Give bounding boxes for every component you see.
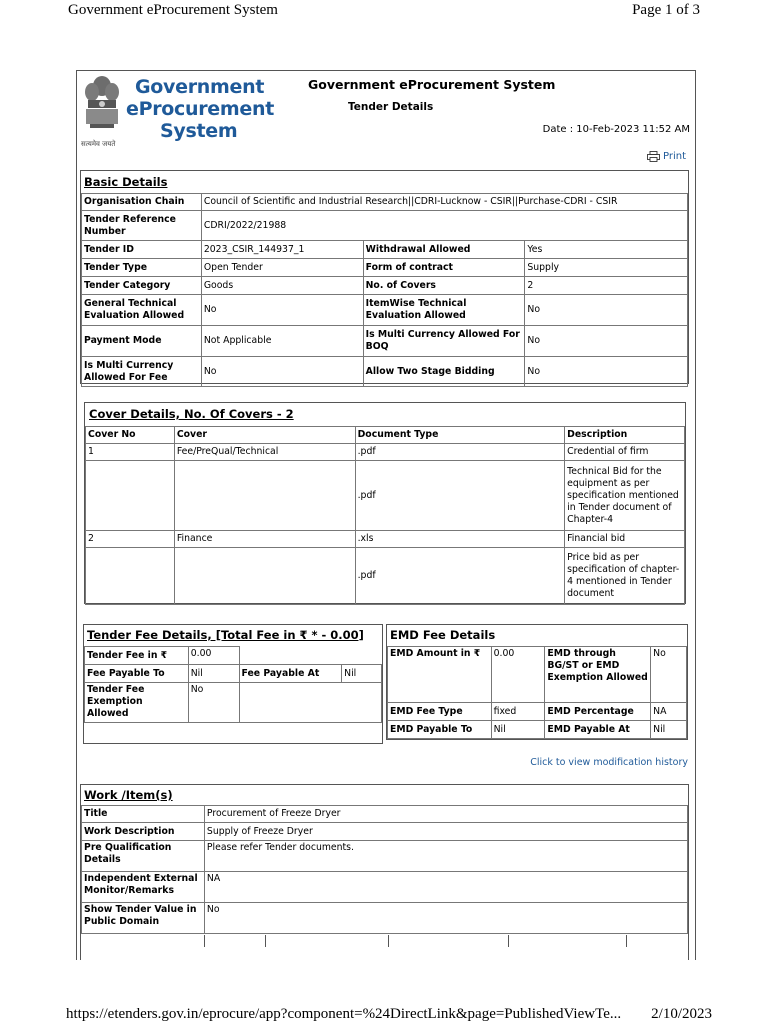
table-row <box>82 295 688 326</box>
tender-ref-value: CDRI/2022/21988 <box>201 211 687 241</box>
fee-exemption-value: No <box>188 683 239 723</box>
emd-amount-label: EMD Amount in ₹ <box>388 647 492 703</box>
emd-table <box>387 646 687 739</box>
report-date: Date : 10-Feb-2023 11:52 AM <box>542 124 690 135</box>
table-row <box>82 903 688 934</box>
table-row <box>85 665 382 683</box>
itemwise-eval-label: ItemWise Technical Evaluation Allowed <box>363 295 525 326</box>
cover-name <box>174 461 355 531</box>
emblem-caption: सत्यमेव जयते <box>81 140 116 148</box>
printer-icon <box>647 151 660 162</box>
org-chain-value: Council of Scientific and Industrial Research||CDRI-Lucknow - CSIR||Purchase-CDRI - CSIR <box>201 194 687 211</box>
table-header-row <box>86 427 685 444</box>
table-row <box>82 241 688 259</box>
table-row <box>82 326 688 357</box>
tender-type-label: Tender Type <box>82 259 202 277</box>
monitor-value: NA <box>204 872 687 903</box>
emd-heading: EMD Fee Details <box>390 628 496 642</box>
cover-description: Price bid as per specification of chapter-4 mentioned in Tender document <box>565 548 685 605</box>
payment-mode-value: Not Applicable <box>201 326 363 357</box>
fee-payable-at-label: Fee Payable At <box>239 665 342 683</box>
table-row <box>82 823 688 841</box>
doc-type: .pdf <box>355 444 565 461</box>
print-header-page: Page 1 of 3 <box>632 2 700 18</box>
covers-count-label: No. of Covers <box>363 277 525 295</box>
table-row <box>85 683 382 723</box>
table-row <box>86 444 685 461</box>
emd-type-value: fixed <box>491 703 545 721</box>
table-row <box>388 647 687 703</box>
print-link[interactable] <box>647 151 686 162</box>
basic-details-heading: Basic Details <box>84 175 168 189</box>
cover-no <box>86 548 175 605</box>
multi-currency-fee-value: No <box>201 357 363 387</box>
fee-exemption-label: Tender Fee Exemption Allowed <box>85 683 189 723</box>
table-row <box>82 259 688 277</box>
form-contract-value: Supply <box>525 259 688 277</box>
tender-id-value: 2023_CSIR_144937_1 <box>201 241 363 259</box>
emd-percentage-value: NA <box>651 703 687 721</box>
table-row <box>388 703 687 721</box>
cover-details-heading: Cover Details, No. Of Covers - 2 <box>89 407 294 421</box>
cover-no: 1 <box>86 444 175 461</box>
logo-line-3: System <box>160 120 238 142</box>
table-row <box>85 647 382 665</box>
tender-category-value: Goods <box>201 277 363 295</box>
work-items-table <box>81 805 688 934</box>
cover-description: Credential of firm <box>565 444 685 461</box>
multi-currency-fee-label: Is Multi Currency Allowed For Fee <box>82 357 202 387</box>
emd-percentage-label: EMD Percentage <box>545 703 651 721</box>
work-description-value: Supply of Freeze Dryer <box>204 823 687 841</box>
tender-type-value: Open Tender <box>201 259 363 277</box>
doc-type: .xls <box>355 531 565 548</box>
cover-name <box>174 548 355 605</box>
table-row <box>82 872 688 903</box>
national-emblem-icon <box>80 72 124 150</box>
fee-payable-to-label: Fee Payable To <box>85 665 189 683</box>
withdrawal-value: Yes <box>525 241 688 259</box>
emd-payable-at-value: Nil <box>651 721 687 739</box>
tender-value-public-value: No <box>204 903 687 934</box>
tender-fee-table <box>84 646 382 723</box>
cover-name: Fee/PreQual/Technical <box>174 444 355 461</box>
form-contract-label: Form of contract <box>363 259 525 277</box>
cover-no: 2 <box>86 531 175 548</box>
cover-no <box>86 461 175 531</box>
tender-id-label: Tender ID <box>82 241 202 259</box>
tender-value-public-label: Show Tender Value in Public Domain <box>82 903 205 934</box>
table-row <box>82 211 688 241</box>
gen-tech-eval-value: No <box>201 295 363 326</box>
gen-tech-eval-label: General Technical Evaluation Allowed <box>82 295 202 326</box>
monitor-label: Independent External Monitor/Remarks <box>82 872 205 903</box>
empty-cell <box>239 647 381 665</box>
page-title: Government eProcurement System <box>308 77 556 92</box>
cover-description: Technical Bid for the equipment as per specification mentioned in Tender document of Chapter-4 <box>565 461 685 531</box>
print-label: Print <box>662 151 686 162</box>
empty-cell <box>239 683 381 723</box>
table-row <box>388 721 687 739</box>
emd-type-label: EMD Fee Type <box>388 703 492 721</box>
gep-logo[interactable] <box>126 76 274 142</box>
table-row <box>86 548 685 605</box>
tender-fee-heading: Tender Fee Details, [Total Fee in ₹ * - 0.00] <box>87 628 364 642</box>
logo-line-1: Government <box>135 76 265 98</box>
itemwise-eval-value: No <box>525 295 688 326</box>
col-header-doc-type: Document Type <box>355 427 565 444</box>
print-footer-date: 2/10/2023 <box>651 1006 712 1022</box>
table-row <box>82 841 688 872</box>
logo-line-2: eProcurement <box>126 98 274 120</box>
emd-bg-label: EMD through BG/ST or EMD Exemption Allowed <box>545 647 651 703</box>
prequal-label: Pre Qualification Details <box>82 841 205 872</box>
work-items-heading: Work /Item(s) <box>84 788 173 802</box>
table-divider <box>388 935 389 947</box>
emd-amount-value: 0.00 <box>491 647 545 703</box>
emd-payable-to-value: Nil <box>491 721 545 739</box>
withdrawal-label: Withdrawal Allowed <box>363 241 525 259</box>
basic-details-table <box>81 193 688 387</box>
table-row <box>86 531 685 548</box>
table-divider <box>508 935 509 947</box>
page-subtitle: Tender Details <box>348 101 434 113</box>
work-title-value: Procurement of Freeze Dryer <box>204 806 687 823</box>
payment-mode-label: Payment Mode <box>82 326 202 357</box>
table-row <box>82 194 688 211</box>
tender-category-label: Tender Category <box>82 277 202 295</box>
emd-bg-value: No <box>651 647 687 703</box>
doc-type: .pdf <box>355 548 565 605</box>
prequal-value: Please refer Tender documents. <box>204 841 687 872</box>
table-row <box>82 806 688 823</box>
work-title-label: Title <box>82 806 205 823</box>
doc-type: .pdf <box>355 461 565 531</box>
cover-description: Financial bid <box>565 531 685 548</box>
table-row <box>82 357 688 387</box>
table-row <box>82 277 688 295</box>
table-row <box>86 461 685 531</box>
tender-fee-label: Tender Fee in ₹ <box>85 647 189 665</box>
col-header-cover: Cover <box>174 427 355 444</box>
fee-payable-at-value: Nil <box>342 665 382 683</box>
table-divider <box>626 935 627 947</box>
work-description-label: Work Description <box>82 823 205 841</box>
emd-payable-to-label: EMD Payable To <box>388 721 492 739</box>
two-stage-value: No <box>525 357 688 387</box>
fee-payable-to-value: Nil <box>188 665 239 683</box>
col-header-description: Description <box>565 427 685 444</box>
two-stage-label: Allow Two Stage Bidding <box>363 357 525 387</box>
col-header-cover-no: Cover No <box>86 427 175 444</box>
cover-name: Finance <box>174 531 355 548</box>
multi-currency-boq-value: No <box>525 326 688 357</box>
multi-currency-boq-label: Is Multi Currency Allowed For BOQ <box>363 326 525 357</box>
cover-details-table <box>85 426 685 605</box>
table-divider <box>204 935 205 947</box>
print-header-title: Government eProcurement System <box>68 2 278 18</box>
print-footer-url: https://etenders.gov.in/eprocure/app?component=%24DirectLink&page=PublishedViewTe... <box>66 1006 622 1022</box>
emd-payable-at-label: EMD Payable At <box>545 721 651 739</box>
table-divider <box>265 935 266 947</box>
org-chain-label: Organisation Chain <box>82 194 202 211</box>
tender-ref-label: Tender Reference Number <box>82 211 202 241</box>
covers-count-value: 2 <box>525 277 688 295</box>
modification-history-link[interactable]: Click to view modification history <box>530 757 688 768</box>
tender-fee-value: 0.00 <box>188 647 239 665</box>
